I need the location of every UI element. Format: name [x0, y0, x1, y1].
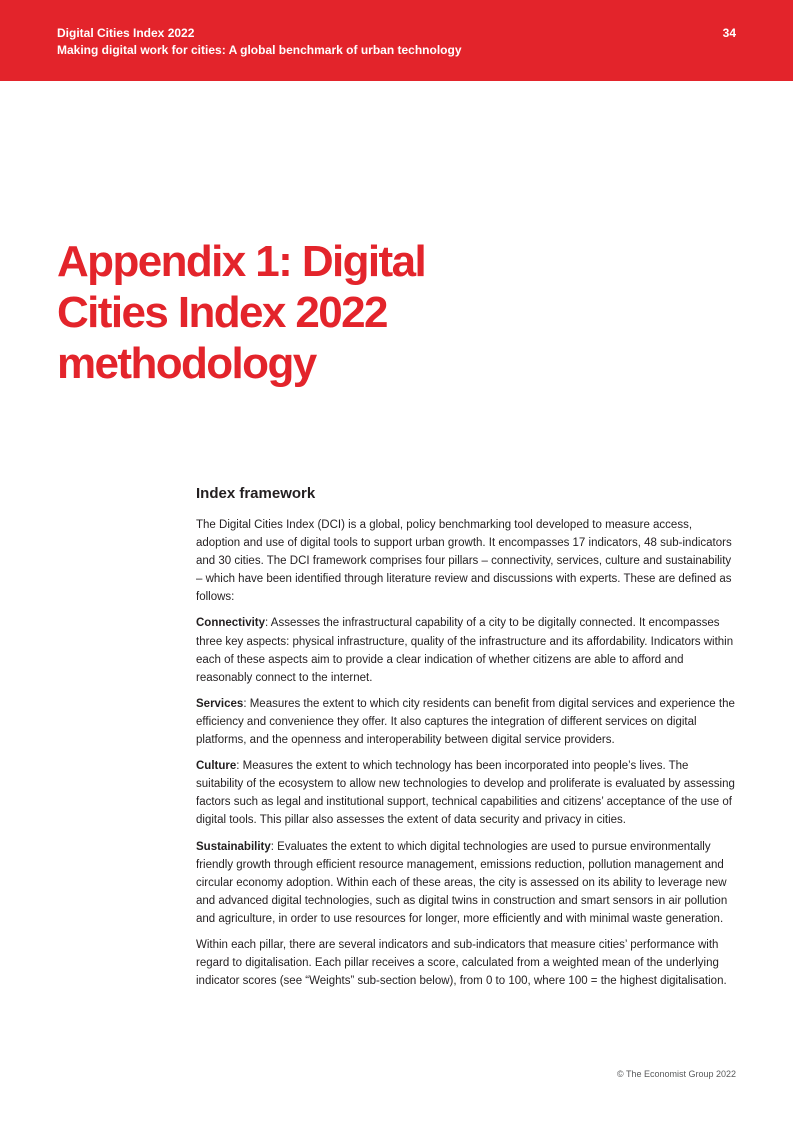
report-subtitle: Making digital work for cities: A global benchmark of urban technology: [57, 43, 462, 57]
pillar-definition: : Measures the extent to which city residents can benefit from digital services and experience the efficiency and convenience they offer. It also captures the integration of different services on digital platforms, and the openness and interoperability between digital service providers.: [196, 697, 735, 747]
pillar-definition: : Measures the extent to which technology has been incorporated into people’s lives. The suitability of the ecosystem to allow new technologies to develop and proliferate is evaluated by assessing factors such as legal and institutional support, technical capabilities and citizens’ acceptance of the use of digital tools. This pillar also assesses the extent of data security and privacy in cities.: [196, 760, 735, 827]
closing-paragraph: Within each pillar, there are several indicators and sub-indicators that measure cities’ performance with regard to digitalisation. Each pillar receives a score, calculated from a weighted mean of the underlying indicator scores (see “Weights” sub-section below), from 0 to 100, where 100 = the highest digitalisation.: [196, 938, 727, 988]
pillar-connectivity: [196, 614, 736, 686]
pillar-services: [196, 695, 736, 749]
copyright-footer: © The Economist Group 2022: [616, 1069, 736, 1079]
pillar-definition: : Assesses the infrastructural capability of a city to be digitally connected. It encompasses three key aspects: physical infrastructure, quality of the infrastructure and its affordability. Indicators within each of these aspects aim to provide a clear indication of whether citizens are able to afford and reasonably connect to the internet.: [196, 617, 734, 684]
section-heading: Index framework: [196, 485, 316, 502]
report-title: Digital Cities Index 2022: [57, 26, 195, 40]
pillar-sustainability: [196, 838, 736, 928]
intro-paragraph: The Digital Cities Index (DCI) is a global, policy benchmarking tool developed to measure access, adoption and use of digital tools to support urban growth. It encompasses 17 indicators, 48 sub-indicators and 30 cities. The DCI framework comprises four pillars – connectivity, services, culture and sustainability – which have been identified through literature review and discussions with experts. These are defined as follows:: [196, 519, 732, 604]
pillar-culture: [196, 757, 736, 829]
pillar-term: Connectivity: [196, 617, 266, 630]
pillar-term: Services: [196, 697, 244, 710]
pillar-term: Sustainability: [196, 840, 271, 853]
page-number: 34: [722, 26, 736, 40]
header-band: [0, 0, 793, 81]
main-content: [196, 484, 736, 998]
appendix-title: Appendix 1: Digital Cities Index 2022 methodology: [57, 237, 426, 388]
pillar-term: Culture: [196, 760, 237, 773]
pillar-definition: : Evaluates the extent to which digital technologies are used to pursue environmentally friendly growth through efficient resource management, emissions reduction, pollution management and circular economy adoption. Within each of these areas, the city is assessed on its ability to leverage new and advanced digital technologies, such as digital twins in construction and smart sensors in air pollution and agriculture, in order to use resources for longer, more efficiently and with minimal waste generation.: [196, 840, 728, 925]
